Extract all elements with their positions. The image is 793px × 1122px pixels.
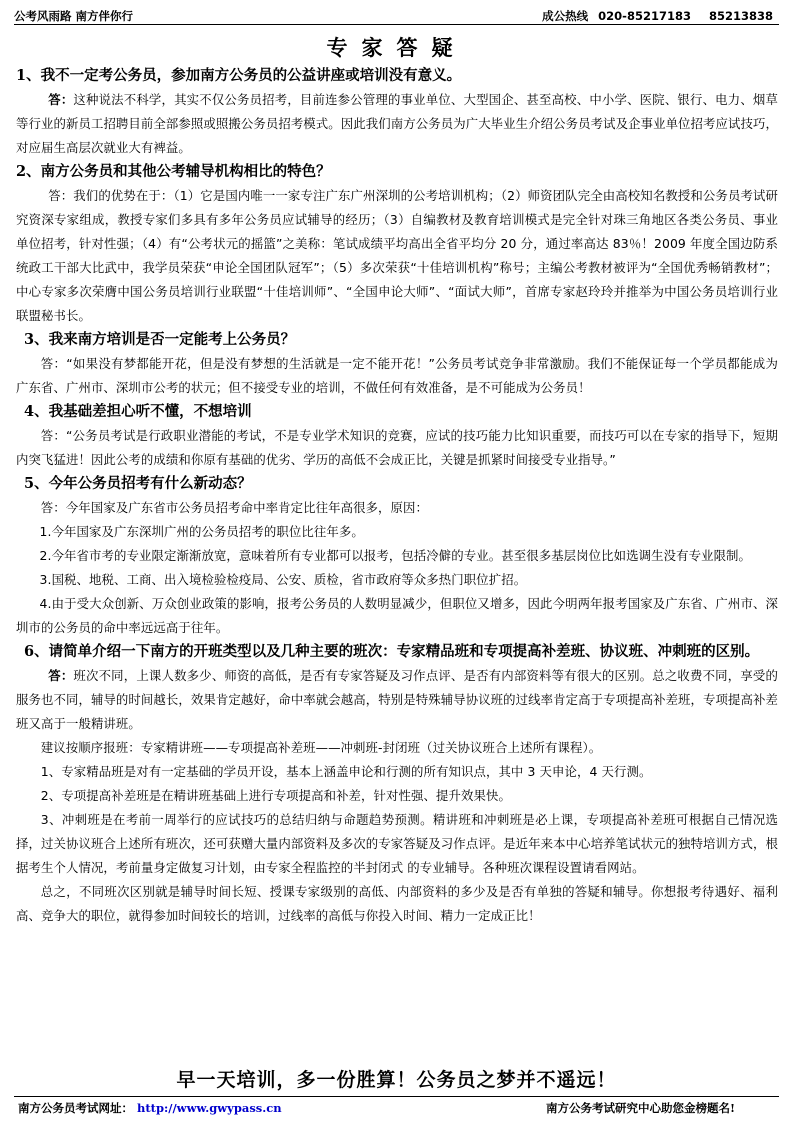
footer-url-link[interactable]: http://www.gwypass.cn [137, 1101, 282, 1115]
answer-6: 答：班次不同，上课人数多少、师资的高低，是否有专家答疑及习作点评、是否有内部资料等有很大的区别。总之收费不同，享受的服务也不同，辅导的时间越长，效果肯定越好，命中率就会越高，特别是特殊辅导协议班的过线率肯定高于专项提高补差班，专项提高补差班又高于一般精讲班。 [16, 668, 778, 731]
answer-2: 答：我们的优势在于：（1）它是国内唯一一家专注广东广州深圳的公考培训机构；（2）师资团队完全由高校知名教授和公务员考试研究资深专家组成，教授专家们多具有多年公务员应试辅导的经历；（3）自编教材及教育培训模式是完全针对珠三角地区各类公务员、事业单位招考，针对性强；（4）有“公考状元的摇篮”之美称：笔试成绩平均高出全省平均分 20 分，通过率高达 83％！2009 年度全国边防系统政工干部大比武中，我学员荣获“申论全国团队冠军”；（5）多次荣获“十佳培训机构”称号；主编公考教材被评为“全国优秀畅销教材”；中心专家多次荣膺中国公务员培训行业联盟“十佳培训师”、“全国申论大师”、“面试大师”，首席专家赵玲玲并推举为中国公务员培训行业联盟秘书长。 [16, 188, 778, 323]
question-2: 2、南方公务员和其他公考辅导机构相比的特色？ [16, 163, 331, 180]
question-1: 1、我不一定考公务员，参加南方公务员的公益讲座或培训没有意义。 [16, 67, 462, 84]
question-6: 6、请简单介绍一下南方的开班类型以及几种主要的班次：专家精品班和专项提高补差班、协议班、冲刺班的区别。 [24, 643, 760, 660]
header-hotline [536, 8, 773, 24]
header-slogan: 公考风雨路 南方伴你行 [14, 9, 134, 23]
question-4: 4、我基础差担心听不懂，不想培训 [24, 403, 252, 420]
answer-4: 答：“公务员考试是行政职业潜能的考试，不是专业学术知识的竞赛，应试的技巧能力比知识重要，而技巧可以在专家的指导下，短期内突飞猛进！因此公考的成绩和你原有基础的优劣、学历的高低不会成正比，关键是抓紧时间接受专业指导。” [16, 428, 778, 467]
answer-5-item-4: 4.由于受大众创新、万众创业政策的影响，报考公务员的人数明显减少，但职位又增多，因此今明两年报考国家及广东省、广州市、深圳市的公务员的命中率远远高于往年。 [16, 596, 778, 635]
answer-5-item-3: 3.国税、地税、工商、出入境检验检疫局、公安、质检，省市政府等众多热门职位扩招。 [39, 572, 527, 587]
qa-content [16, 64, 778, 928]
page-header [14, 6, 779, 25]
question-3: 3、我来南方培训是否一定能考上公务员？ [24, 331, 296, 348]
answer-1: 答：这种说法不科学，其实不仅公务员招考，目前连参公管理的事业单位、大型国企、甚至高校、中小学、医院、银行、电力、烟草等行业的新员工招聘目前全部参照或照搬公务员招考模式。因此我们南方公务员为广大毕业生介绍公务员考试及企事业单位招考应试技巧，对应届生高层次就业大有裨益。 [16, 92, 778, 155]
answer-5-item-1: 1.今年国家及广东深圳广州的公务员招考的职位比往年多。 [39, 524, 364, 539]
answer-label: 答： [40, 500, 66, 515]
answer-6-conclusion: 总之，不同班次区别就是辅导时间长短、授课专家级别的高低、内部资料的多少及是否有单独的答疑和辅导。你想报考待遇好、福利高、竞争大的职位，就得参加时间较长的培训，过线率的高低与你投入时间、精力一定成正比！ [16, 884, 778, 923]
answer-5-item-2: 2.今年省市考的专业限定渐渐放宽，意味着所有专业都可以报考，包括冷僻的专业。甚至很多基层岗位比如选调生没有专业限制。 [39, 548, 752, 563]
answer-3: 答：“如果没有梦都能开花，但是没有梦想的生活就是一定不能开花！”公务员考试竞争非常激励。我们不能保证每一个学员都能成为广东省、广州市、深圳市公考的状元；但不接受专业的培训，不做任何有效准备，是不可能成为公务员！ [16, 356, 778, 395]
footer-tagline: 南方公务考试研究中心助您金榜题名! [545, 1101, 735, 1115]
answer-label: 答： [48, 188, 74, 203]
hotline-phone-1: 020-85217183 [598, 9, 691, 23]
answer-6-item-2: 2、专项提高补差班是在精讲班基础上进行专项提高和补差，针对性强、提升效果快。 [40, 788, 511, 803]
answer-label: 答： [40, 428, 66, 443]
hotline-label: 成公热线 [542, 9, 589, 23]
answer-label: 答： [48, 92, 74, 107]
footer-site-label: 南方公务员考试网址： [18, 1101, 133, 1115]
footer-site [18, 1100, 282, 1116]
page-title: 专家答疑 [326, 35, 467, 60]
question-5: 5、今年公务员招考有什么新动态？ [24, 475, 252, 492]
answer-6-suggestion: 建议按顺序报班：专家精讲班——专项提高补差班——冲刺班-封闭班（过关协议班合上述所有课程）。 [40, 740, 602, 755]
answer-6-item-1: 1、专家精品班是对有一定基础的学员开设，基本上涵盖申论和行测的所有知识点，其中 3 天申论，4 天行测。 [40, 764, 652, 779]
page-footer [14, 1096, 779, 1117]
answer-label: 答： [40, 356, 67, 371]
hotline-phone-2: 85213838 [708, 9, 773, 23]
answer-6-item-3: 3、冲刺班是在考前一周举行的应试技巧的总结归纳与命题趋势预测。精讲班和冲刺班是必上课，专项提高补差班可根据自己情况选择，过关协议班合上述所有班次，还可获赠大量内部资料及多次的专家答疑及习作点评。是近年来本中心培养笔试状元的独特培训方式，根据考生个人情况，考前量身定做复习计划，由专家全程监控的半封闭式 的专业辅导。各种班次课程设置请看网站。 [16, 812, 778, 875]
answer-5: 答：今年国家及广东省市公务员招考命中率肯定比往年高很多，原因： [40, 500, 429, 515]
bottom-slogan: 早一天培训，多一份胜算！公务员之梦并不遥远！ [176, 1069, 617, 1091]
answer-label: 答： [48, 668, 74, 683]
